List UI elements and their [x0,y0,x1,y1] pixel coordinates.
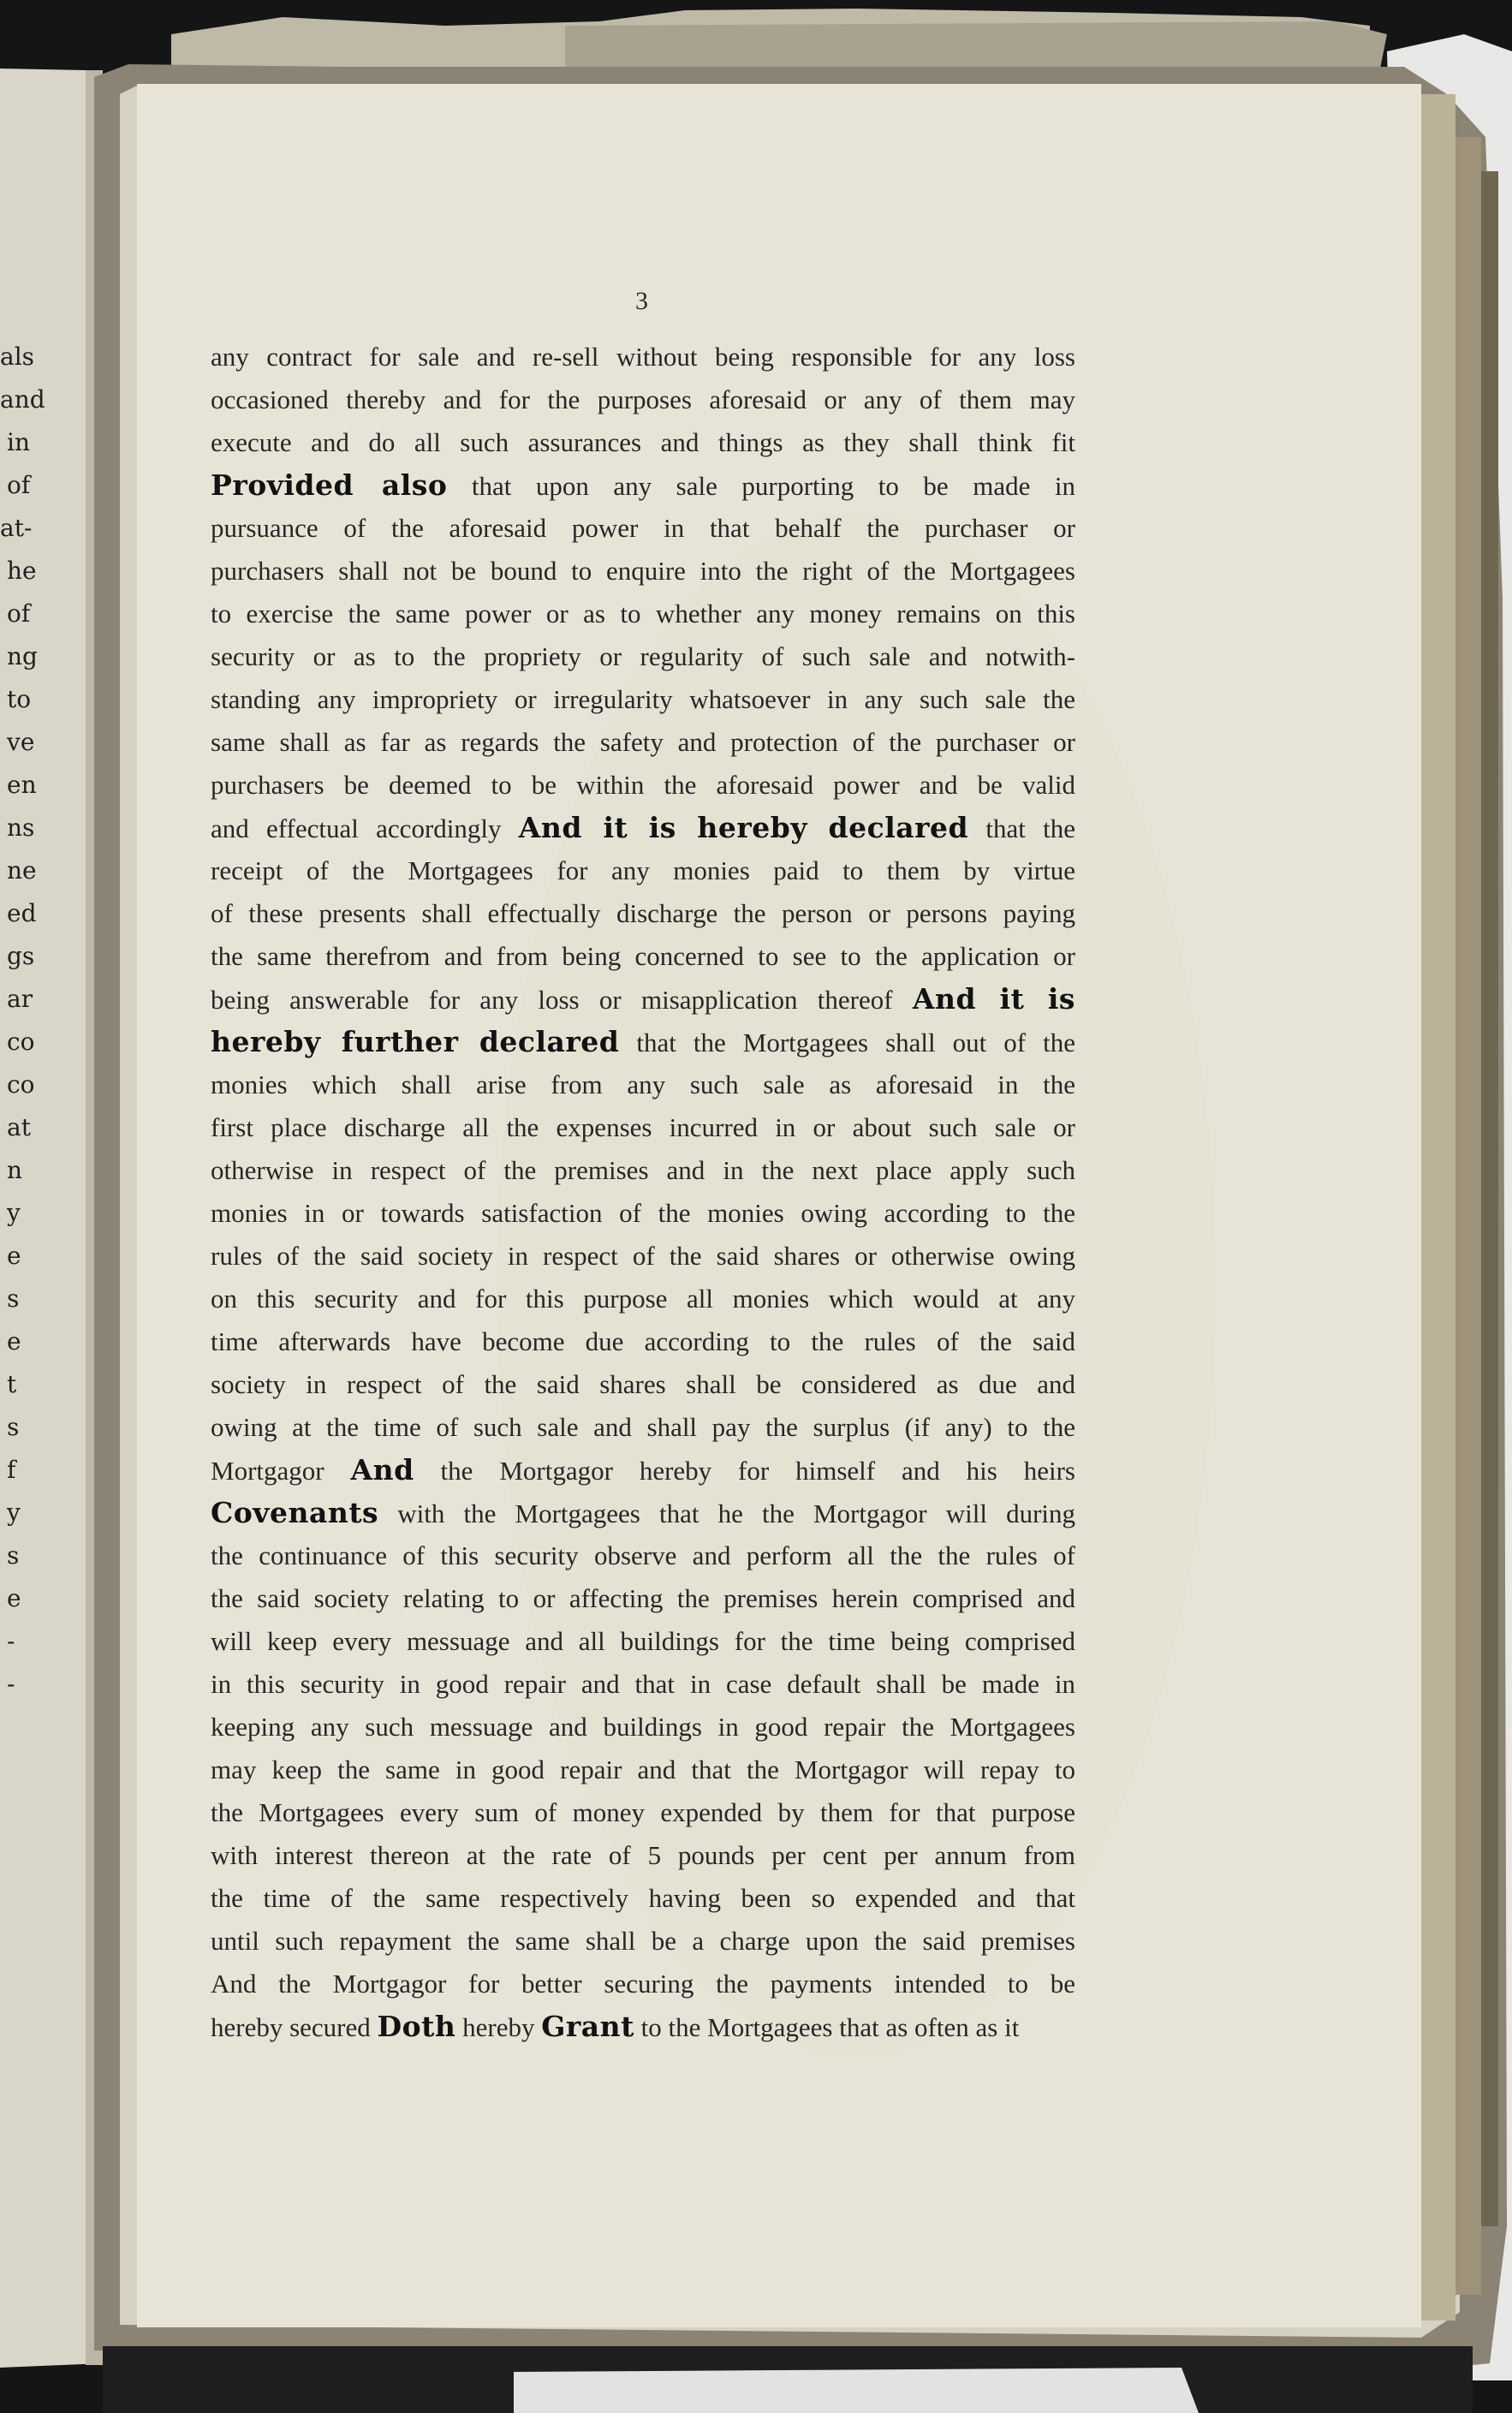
text-segment: the time of the same respectively having been so expended and that [211,1883,1075,1913]
text-line [211,807,1075,849]
text-segment: to the Mortgagees that as often as it [634,2012,1020,2042]
text-segment: purchasers be deemed to be within the aforesaid power and be valid [211,770,1075,800]
text-line [211,1534,1075,1577]
left-page-fragment: co [7,1028,35,1056]
text-line [211,1064,1075,1106]
text-line [211,1620,1075,1663]
text-segment: until such repayment the same shall be a charge upon the said premises [211,1926,1075,1956]
text-segment: the Mortgagees every sum of money expended by them for that purpose [211,1797,1075,1827]
text-segment: of these presents shall effectually discharge the person or persons paying [211,898,1075,928]
left-page-fragment: e [7,1327,21,1355]
text-line [211,1278,1075,1320]
text-segment: any contract for sale and re-sell without being responsible for any loss [211,342,1075,372]
text-segment: monies which shall arise from any such sale as aforesaid in the [211,1069,1075,1099]
text-line [211,1706,1075,1749]
left-page-fragment: ng [7,642,38,670]
text-segment: hereby secured [211,2012,378,2042]
text-segment: and effectual accordingly [211,813,519,843]
text-segment: purchasers shall not be bound to enquire into the right of the Mortgagees [211,556,1075,586]
blackletter-phrase: Provided also [211,468,448,502]
left-page-fragment: ar [7,985,33,1013]
text-line [211,1192,1075,1235]
text-line [211,935,1075,978]
text-line [211,978,1075,1021]
text-line [211,1363,1075,1406]
left-page-fragment: at [7,1113,31,1141]
left-page-fragment: als [0,343,35,371]
left-page-fragment: y [7,1199,21,1227]
left-page-fragment: ve [7,728,35,756]
left-page-fragment: at- [0,514,33,542]
left-page-fragment: ne [7,856,37,885]
text-segment: pursuance of the aforesaid power in that behalf the purchaser or [211,513,1075,543]
text-segment: in this security in good repair and that in case default shall be made in [211,1669,1075,1699]
blackletter-phrase: And it is [912,982,1075,1016]
left-page-fragment: e [7,1584,21,1612]
left-page-fragment: in [7,428,30,456]
text-segment: being answerable for any loss or misapplication thereof [211,985,913,1015]
text-segment: standing any impropriety or irregularity whatsoever in any such sale the [211,684,1075,714]
text-line [211,1791,1075,1834]
left-page-fragment: to [7,685,32,713]
text-line [211,764,1075,807]
text-line [211,593,1075,635]
left-page-fragment: s [7,1413,20,1441]
text-segment: monies in or towards satisfaction of the monies owing according to the [211,1198,1075,1228]
text-segment: to exercise the same power or as to whether any money remains on this [211,599,1075,629]
text-segment: the same therefrom and from being concerned to see to the application or [211,941,1075,971]
text-line [211,1920,1075,1963]
left-page-fragment: co [7,1070,35,1099]
left-page-fragment: of [7,599,31,628]
text-segment: hereby [455,2012,542,2042]
text-line [211,1021,1075,1064]
text-segment: society in respect of the said shares shall be considered as due and [211,1369,1075,1399]
text-segment: will keep every messuage and all buildings for the time being comprised [211,1626,1075,1656]
text-segment: otherwise in respect of the premises and in the next place apply such [211,1155,1075,1185]
left-page-fragment: s [7,1284,20,1313]
left-page-fragment: ns [7,813,35,842]
text-line [211,635,1075,678]
text-line [211,1149,1075,1192]
text-segment: time afterwards have become due according to the rules of the said [211,1326,1075,1356]
text-segment: And the Mortgagor for better securing the payments intended to be [211,1969,1075,1999]
left-page-fragment: gs [7,942,35,970]
text-segment: same shall as far as regards the safety and protection of the purchaser or [211,727,1075,757]
text-segment: that the [968,813,1075,843]
left-page-fragment: e [7,1242,21,1270]
text-line [211,336,1075,378]
blackletter-phrase: And [350,1453,414,1487]
page-number: 3 [635,287,648,315]
text-line [211,1406,1075,1449]
text-segment: with interest thereon at the rate of 5 pounds per cent per annum from [211,1840,1075,1870]
document-body-text [211,336,1075,2048]
left-page-fragment: of [7,471,31,499]
blackletter-phrase: Grant [541,2010,634,2043]
text-line [211,1106,1075,1149]
blackletter-phrase: Doth [377,2010,456,2043]
text-line [211,464,1075,507]
blackletter-phrase: hereby further declared [211,1025,620,1058]
text-line [211,1577,1075,1620]
text-line [211,507,1075,550]
text-segment: the continuance of this security observe and perform all the the rules of [211,1540,1075,1570]
text-segment: with the Mortgagees that he the Mortgagor will during [378,1498,1075,1528]
text-segment: first place discharge all the expenses incurred in or about such sale or [211,1112,1075,1142]
text-line [211,2005,1075,2048]
left-page-fragment: he [7,557,37,585]
text-segment: may keep the same in good repair and that the Mortgagor will repay to [211,1755,1075,1784]
left-page-fragment: t [7,1370,17,1398]
text-segment: that the Mortgagees shall out of the [619,1028,1076,1058]
text-segment: Mortgagor [211,1456,351,1486]
left-page-fragment: - [7,1627,15,1655]
text-segment: occasioned thereby and for the purposes aforesaid or any of them may [211,384,1075,414]
text-line [211,1749,1075,1791]
text-segment: on this security and for this purpose all monies which would at any [211,1284,1075,1314]
text-segment: execute and do all such assurances and things as they shall think fit [211,427,1075,457]
text-line [211,849,1075,892]
text-line [211,1877,1075,1920]
text-segment: that upon any sale purporting to be made in [447,471,1075,501]
left-page-fragment: y [7,1498,21,1527]
left-page-fragment: en [7,771,37,799]
left-page-fragment: ed [7,899,37,927]
text-line [211,1663,1075,1706]
text-line [211,550,1075,593]
text-line [211,721,1075,764]
text-segment: the said society relating to or affecting the premises herein comprised and [211,1583,1075,1613]
left-page-fragment: f [7,1456,16,1484]
text-segment: receipt of the Mortgagees for any monies paid to them by virtue [211,855,1075,885]
text-segment: rules of the said society in respect of the said shares or otherwise owing [211,1241,1075,1271]
text-line [211,421,1075,464]
text-line [211,1449,1075,1492]
text-line [211,1492,1075,1534]
blackletter-phrase: And it is hereby declared [518,811,969,844]
text-segment: security or as to the propriety or regularity of such sale and notwith- [211,641,1075,671]
blackletter-phrase: Covenants [211,1496,379,1529]
text-line [211,1834,1075,1877]
left-page-fragment: s [7,1541,20,1570]
text-segment: the Mortgagor hereby for himself and his heirs [414,1456,1075,1486]
text-line [211,678,1075,721]
left-page-fragment: - [7,1670,15,1698]
text-line [211,378,1075,421]
left-page-fragment: and [0,385,45,414]
left-page-fragment: n [7,1156,23,1184]
text-segment: owing at the time of such sale and shall pay the surplus (if any) to the [211,1412,1075,1442]
text-line [211,892,1075,935]
text-line [211,1320,1075,1363]
text-line [211,1235,1075,1278]
text-line [211,1963,1075,2005]
text-segment: keeping any such messuage and buildings in good repair the Mortgagees [211,1712,1075,1742]
